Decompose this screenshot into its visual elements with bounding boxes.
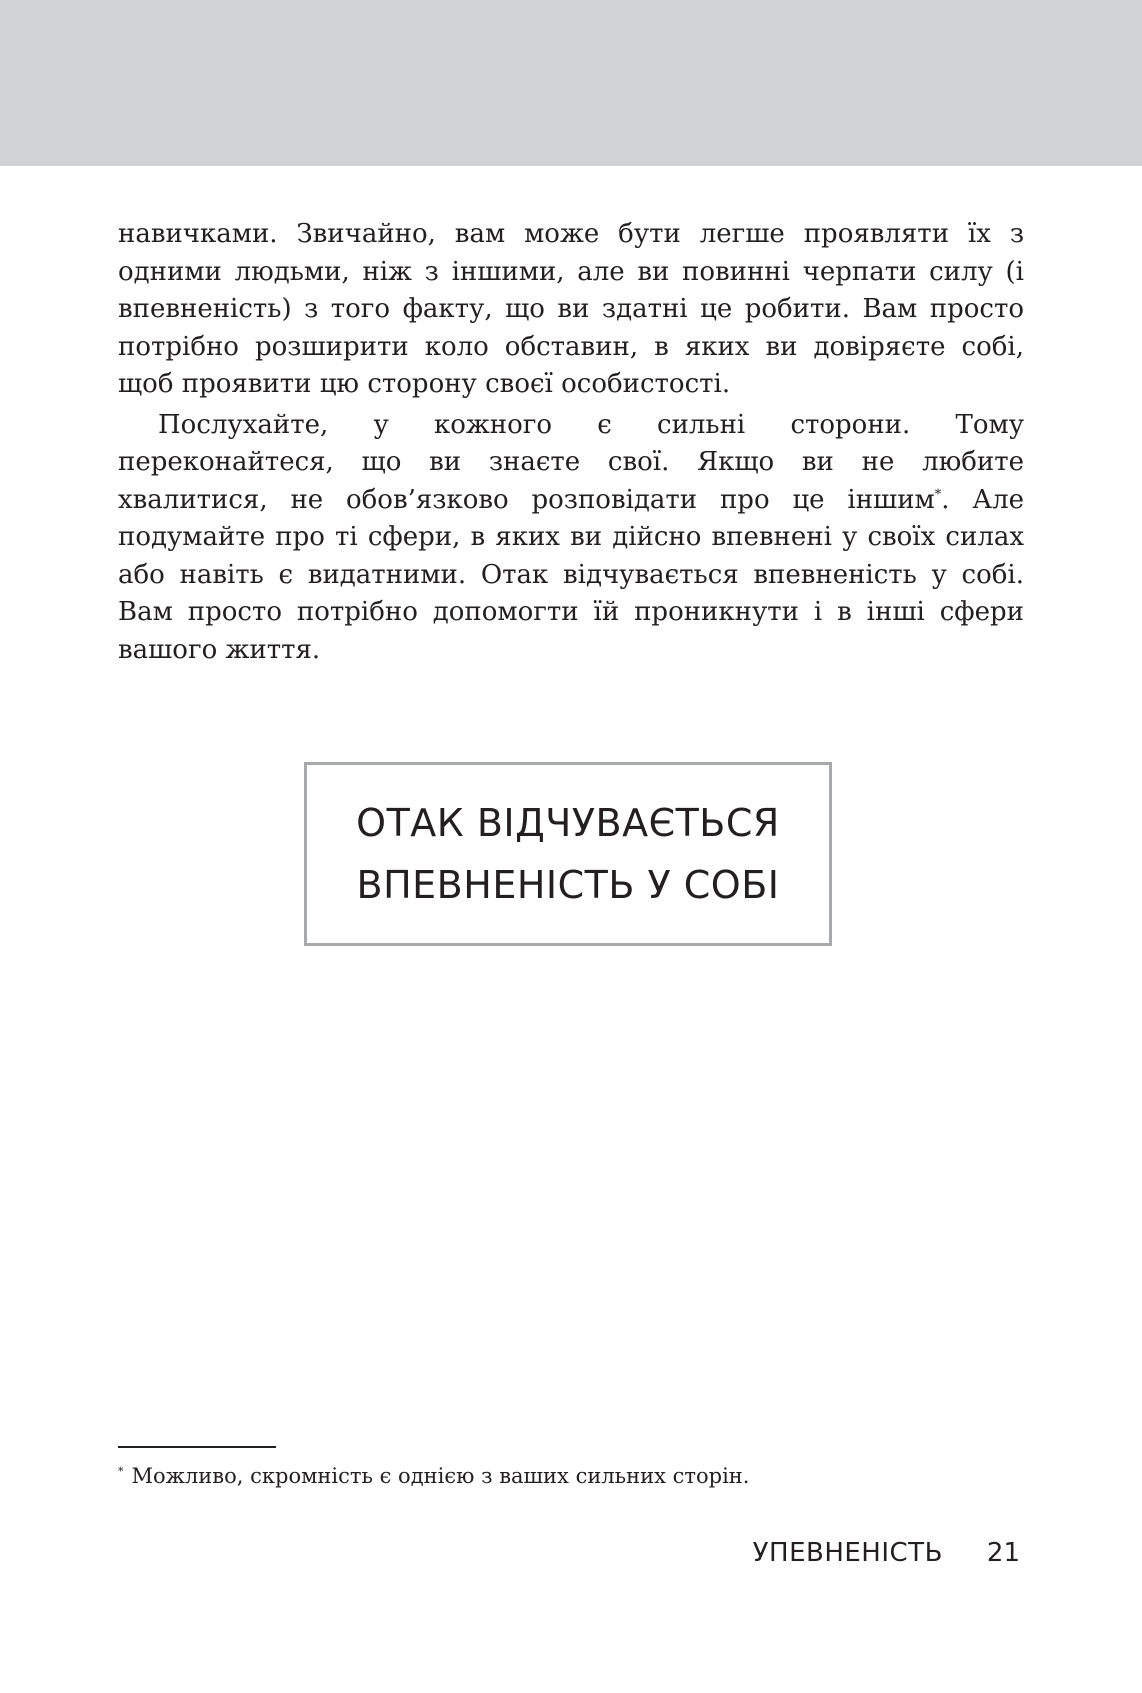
running-footer xyxy=(753,1536,1020,1570)
running-title: УПЕВНЕНІСТЬ xyxy=(752,1538,943,1568)
top-gray-band xyxy=(0,0,1142,166)
pull-quote-line-1: ОТАК ВІДЧУВАЄТЬСЯ xyxy=(356,801,780,845)
pull-quote-box xyxy=(304,762,832,946)
footnote xyxy=(118,1461,1018,1491)
pull-quote-line-2: ВПЕВНЕНІСТЬ У СОБІ xyxy=(356,863,780,907)
footnote-divider xyxy=(118,1446,276,1448)
footnote-reference-mark[interactable]: * xyxy=(934,486,942,502)
paragraph-1: навичками. Звичайно, вам може бути легше проявляти їх з одними людьми, ніж з іншими, але ви повинні черпати силу (і впевненість) з того факту, що ви здатні це робити. Вам просто потрібно розширити коло обставин, в яких ви довіряєте собі, щоб проявити цю сторону своєї особистості. xyxy=(118,219,1024,399)
footnote-text: Можливо, скромність є однією з ваших сильних сторін. xyxy=(131,1464,750,1488)
page-number: 21 xyxy=(986,1538,1020,1568)
paragraph-2 xyxy=(118,407,1024,670)
paragraph-2-text-b: . Але подумайте про ті сфери, в яких ви дійсно впевнені у своїх силах або навіть є видатними. Отак відчувається впевненість у собі. Вам просто потрібно допомогти їй проникнути і в інші сфери вашого життя. xyxy=(118,484,1024,665)
footnote-mark: * xyxy=(118,1465,124,1478)
body-text xyxy=(118,216,1024,669)
paragraph-2-text-a: Послухайте, у кожного є сильні сторони. Тому переконайтеся, що ви знаєте свої. Якщо ви не любите хвалитися, не обов’язково розповідати про це іншим xyxy=(118,409,1024,515)
